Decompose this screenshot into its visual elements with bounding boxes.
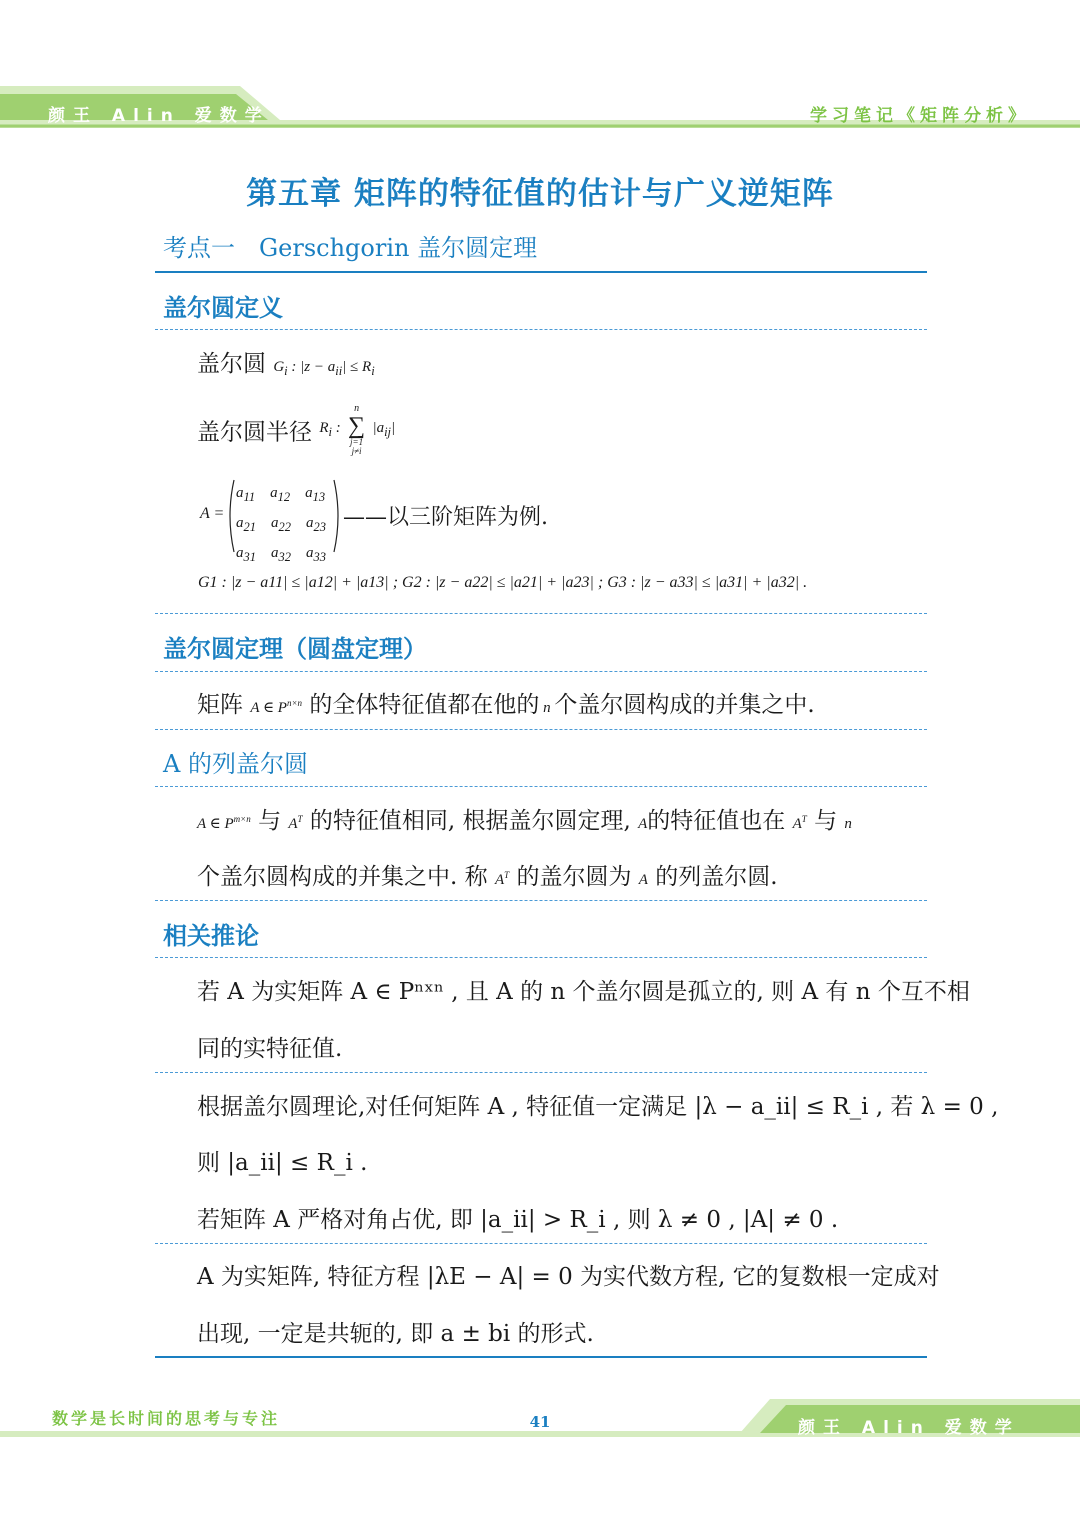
corollary-3-line: 若矩阵 A 严格对角占优, 即 |a_ii| > R_i , 则 λ ≠ 0 , |A| ≠ 0 . <box>197 1207 839 1233</box>
footer-right-text: 颜王 Alin 爱数学 <box>798 1418 1020 1438</box>
divider-solid-bottom <box>155 1356 927 1358</box>
matrix-a22: $a_{22}$ <box>271 515 291 534</box>
divider-dashed <box>155 900 927 901</box>
section-gaier-definition: 盖尔圆定义 <box>163 293 283 322</box>
sum-symbol: n ∑ j=1 j≠i <box>348 403 366 456</box>
matrix-a32: $a_{32}$ <box>271 545 291 564</box>
theorem-math-a: A ∈ $P^{n\times n}$ <box>250 698 303 716</box>
divider-dashed <box>155 613 927 614</box>
column-line-1 <box>197 802 852 835</box>
theorem-math-n: n <box>539 700 555 716</box>
page-number: 41 <box>529 1413 551 1431</box>
divider-dashed <box>155 786 927 787</box>
section-corollaries: 相关推论 <box>163 921 259 950</box>
matrix-example: A = $a_{11}$ $a_{12}$ $a_{13}$ $a_{21}$ $a_{22}$ $a_{23}$ $a_{31}$ $a_{32}$ $a_{33}$ ——以三阶矩阵为例. <box>200 478 700 554</box>
col-text-a: 与 <box>258 808 282 834</box>
col-text-f: 的盖尔圆为 <box>516 864 632 890</box>
divider-dashed <box>155 729 927 730</box>
divider-dashed <box>155 671 927 672</box>
kaodian-heading: 考点一 Gerschgorin 盖尔圆定理 <box>163 234 538 262</box>
corollary-2-line-2: 则 |a_ii| ≤ R_i . <box>197 1150 368 1176</box>
gaier-line <box>197 345 375 379</box>
corollary-4-line-1: A 为实矩阵, 特征方程 |λE − A| = 0 为实代数方程, 它的复数根一定成对 <box>197 1264 940 1290</box>
theorem-line <box>197 686 815 719</box>
col-math-4: $A^T$ <box>792 814 807 832</box>
corollary-2-line-1: 根据盖尔圆理论,对任何矩阵 A , 特征值一定满足 |λ − a_ii| ≤ R_i , 若 λ = 0 , <box>197 1094 999 1120</box>
gaier-label: 盖尔圆 <box>197 351 266 377</box>
matrix-suffix: ——以三阶矩阵为例. <box>343 505 548 530</box>
col-text-d: 与 <box>814 808 838 834</box>
corollary-1-line-1: 若 A 为实矩阵 A ∈ Pⁿˣⁿ , 且 A 的 n 个盖尔圆是孤立的, 则 A 有 n 个互不相 <box>197 979 970 1005</box>
matrix-a23: $a_{23}$ <box>306 515 326 534</box>
col-math-6: $A^T$ <box>494 870 510 888</box>
matrix-a13: $a_{13}$ <box>305 485 326 504</box>
g-circles-line: G1 : |z − a11| ≤ |a12| + |a13| ; G2 : |z − a22| ≤ |a21| + |a23| ; G3 : |z − a33| ≤ |a31| + |a32| . <box>198 574 808 591</box>
corollary-1-line-2: 同的实特征值. <box>197 1036 343 1062</box>
matrix-a12: $a_{12}$ <box>270 485 291 504</box>
radius-formula: $R_i$ : <box>319 420 341 439</box>
matrix-a11: $a_{11}$ <box>236 485 256 504</box>
matrix-a33: $a_{33}$ <box>306 545 326 564</box>
divider-solid-top <box>155 271 927 273</box>
col-text-b: 的特征值相同, 根据盖尔圆定理, <box>309 808 631 834</box>
divider-dashed <box>155 1072 927 1073</box>
divider-dashed <box>155 957 927 958</box>
col-text-c: 的特征值也在 <box>647 808 786 834</box>
col-math-3: A <box>638 816 648 832</box>
divider-dashed <box>155 329 927 330</box>
section-column-gaier: A 的列盖尔圆 <box>163 750 308 778</box>
col-math-2: $A^T$ <box>288 814 303 832</box>
col-text-e: 个盖尔圆构成的并集之中. 称 <box>197 864 488 890</box>
col-math-5: n <box>844 816 852 832</box>
col-math-7: A <box>638 872 648 888</box>
radius-label: 盖尔圆半径 <box>197 419 312 446</box>
matrix-a31: $a_{31}$ <box>236 545 256 564</box>
col-text-g: 的列盖尔圆. <box>655 864 778 890</box>
section-gaier-theorem: 盖尔圆定理（圆盘定理） <box>163 634 427 663</box>
divider-dashed <box>155 1243 927 1244</box>
theorem-text-b: 的全体特征值都在他的 <box>309 692 540 718</box>
radius-line: 盖尔圆半径 $R_i$ : n ∑ j=1 j≠i $|a_{ij}|$ <box>197 403 396 456</box>
column-line-2 <box>197 858 778 891</box>
footer-motto: 数学是长时间的思考与专注 <box>52 1409 281 1428</box>
theorem-text-a: 矩阵 <box>197 692 243 718</box>
gaier-formula: $G_i$ : $|z - a_{ii}| \le R_i$ <box>273 359 375 378</box>
matrix-a21: $a_{21}$ <box>236 515 256 534</box>
header-left-text: 颜王 Alin 爱数学 <box>48 106 270 126</box>
theorem-text-c: 个盖尔圆构成的并集之中. <box>554 692 815 718</box>
chapter-title: 第五章 矩阵的特征值的估计与广义逆矩阵 <box>246 176 834 212</box>
corollary-4-line-2: 出现, 一定是共轭的, 即 a ± bi 的形式. <box>197 1321 594 1347</box>
header-right-text: 学习笔记《矩阵分析》 <box>810 106 1030 126</box>
col-math-1: A ∈ $P^{m\times n}$ <box>197 814 251 832</box>
